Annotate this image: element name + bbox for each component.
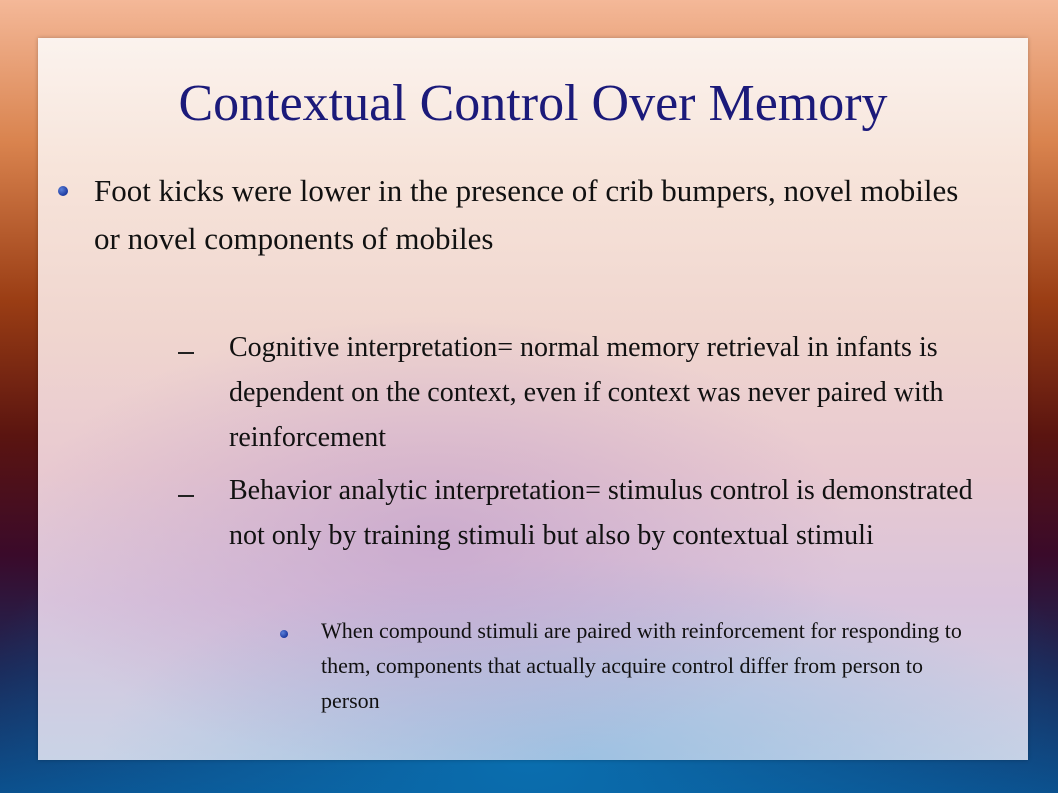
bullet-dot-icon: [280, 630, 288, 638]
background-frame-left: [0, 0, 38, 793]
bullet-text-1: Foot kicks were lower in the presence of crib bumpers, novel mobiles or novel components of mobiles: [94, 173, 959, 256]
slide-panel: [38, 38, 1028, 760]
bullet-dot-icon: [58, 186, 68, 196]
sub-bullet-text-1: Cognitive interpretation= normal memory retrieval in infants is dependent on the context, even if context was never paired with reinforcement: [229, 332, 944, 453]
sub-bullet-text-2: Behavior analytic interpretation= stimulus control is demonstrated not only by training stimuli but also by contextual stimuli: [229, 475, 973, 551]
dash-bullet-icon: [178, 352, 194, 354]
dash-bullet-icon: [178, 495, 194, 497]
slide-title: Contextual Control Over Memory: [178, 75, 888, 132]
sub-sub-bullet-text-1: When compound stimuli are paired with reinforcement for responding to them, components that actually acquire control differ from person to person: [321, 618, 962, 713]
